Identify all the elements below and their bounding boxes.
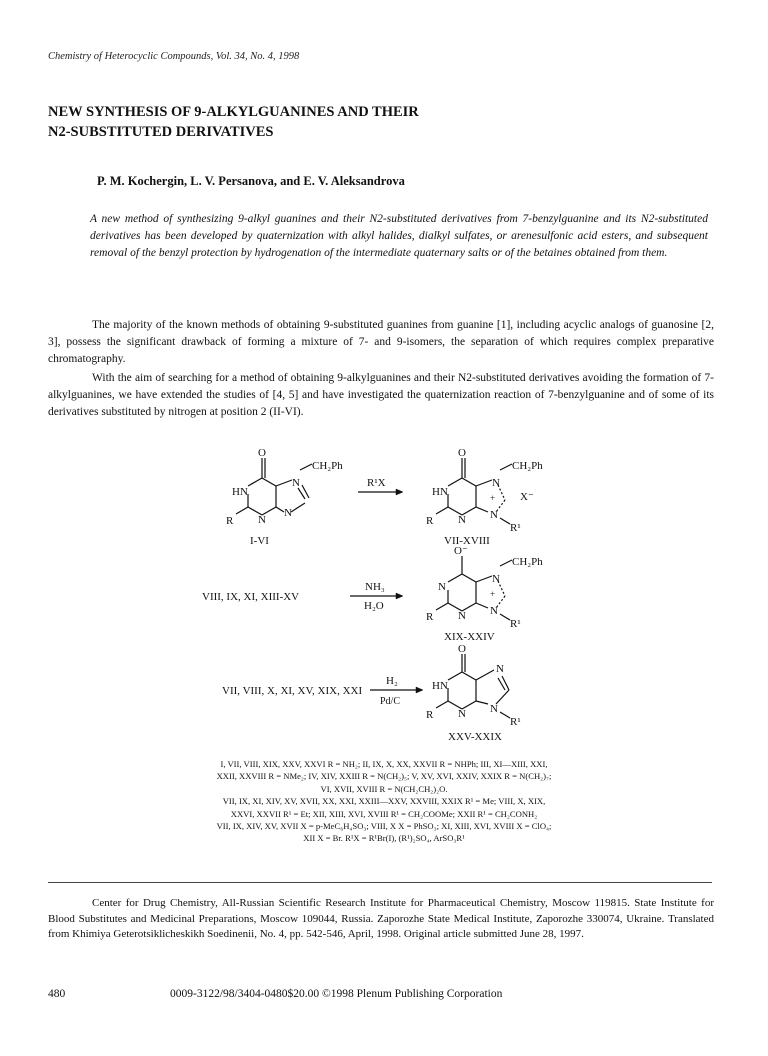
legend-line: VII, IX, XI, XIV, XV, XVII, XX, XXI, XXIII—XXV, XXVIII, XXIX R¹ = Me; VIII, X, XIX, <box>222 796 546 807</box>
label-start: I-VI <box>250 535 269 547</box>
atom-n7-betaine: N <box>492 573 500 585</box>
atom-n1-betaine: N <box>438 581 446 593</box>
atom-o-start: O <box>258 447 266 459</box>
atom-n3-betaine: N <box>458 610 466 622</box>
body-paragraph-1: The majority of the known methods of obtaining 9-substituted guanines from guanine [1], including acyclic analogs of guanosine [2, 3], possess the significant drawback of forming a mixture of 7- and 9-isomers, the separation of which requires complex preparative chromatography. <box>48 319 714 365</box>
reagent-h2o: H₂O <box>364 600 384 612</box>
atom-r1-product: R¹ <box>510 716 521 728</box>
label-betaine: XIX-XXIV <box>444 631 495 643</box>
atom-ch2ph-betaine: CH₂Ph <box>512 556 543 568</box>
atom-r1-salt: R¹ <box>510 522 521 534</box>
atom-r-betaine: R <box>426 611 434 623</box>
atom-n7-salt: N <box>492 477 500 489</box>
atom-n7-product: N <box>496 663 504 675</box>
reagent-nh3: NH₃ <box>365 581 385 593</box>
atom-r-start: R <box>226 515 234 527</box>
title-line-1: NEW SYNTHESIS OF 9-ALKYLGUANINES AND THEIR <box>48 104 419 120</box>
atom-n9-start: N <box>284 507 292 519</box>
legend-line: VI, XVII, XVIII R = N(CH₂CH₂)₂O. <box>320 783 448 794</box>
atom-n9-betaine: N <box>490 605 498 617</box>
legend-line: VII, IX, XIV, XV, XVII X = p-MeC₆H₄SO₃; VIII, X X = PhSO₃; XI, XIII, XVI, XVIII X = ClO₄; <box>216 821 552 832</box>
row3-starting-set: VII, VIII, X, XI, XV, XIX, XXI <box>222 685 363 697</box>
legend-line: XII X = Br. R¹X = R¹Br(I), (R¹)₂SO₄, ArSO₃R¹ <box>303 833 465 844</box>
atom-ch2ph-start: CH₂Ph <box>312 460 343 472</box>
label-product: XXV-XXIX <box>448 731 502 743</box>
counterion: X⁻ <box>520 491 534 503</box>
article-title <box>48 102 708 142</box>
atom-o-product: O <box>458 643 466 655</box>
charge-plus-betaine: + <box>490 589 496 599</box>
atom-ch2ph-salt: CH₂Ph <box>512 460 543 472</box>
legend-line: XXVI, XXVII R¹ = Et; XII, XIII, XVI, XVIII R¹ = CH₂COOMe; XXII R¹ = CH₂CONH₂ <box>230 808 538 819</box>
journal-header: Chemistry of Heterocyclic Compounds, Vol. 34, No. 4, 1998 <box>48 51 300 62</box>
structure-betaine <box>436 556 512 620</box>
atom-n3-product: N <box>458 708 466 720</box>
atom-hn-product: HN <box>432 680 448 692</box>
atom-hn-start: HN <box>232 486 248 498</box>
footnote-divider <box>48 882 712 883</box>
atom-n9-product: N <box>490 703 498 715</box>
copyright-line: 0009-3122/98/3404-0480$20.00 ©1998 Plenum Publishing Corporation <box>170 988 503 1000</box>
reagent-pdc: Pd/C <box>380 696 401 707</box>
atom-o-minus-betaine: O⁻ <box>454 545 468 557</box>
atom-r1-betaine: R¹ <box>510 618 521 630</box>
page-number: 480 <box>48 988 66 1000</box>
affiliation-footnote: Center for Drug Chemistry, All-Russian Scientific Research Institute for Pharmaceutical Chemistry, Moscow 119815. State Institute for Blood Substitutes and Medicinal Preparations, Moscow 109044, Russia. Zaporozhe State Medical Institute, Zaporozhe 330074, Ukraine. Translated from Khimiya Geterotsiklicheskikh Soedinenii, No. 4, pp. 542-546, April, 1998. Original article submitted June 28, 1997. <box>48 897 714 940</box>
atom-n7-start: N <box>292 477 300 489</box>
legend-line: I, VII, VIII, XIX, XXV, XXVI R = NH₂; II, IX, X, XX, XXVII R = NHPh; III, XI—XIII, XXI, <box>220 759 548 769</box>
row2-starting-set: VIII, IX, XI, XIII-XV <box>202 591 300 603</box>
charge-plus-salt: + <box>490 493 496 503</box>
atom-r-product: R <box>426 709 434 721</box>
atom-n3-start: N <box>258 514 266 526</box>
abstract: A new method of synthesizing 9-alkyl guanines and their N2-substituted derivatives from 7-benzylguanine and its N2-substituted derivatives has been developed by quaternization with alkyl halides, dialkyl sulfates, or arenesulfonic acid esters, and subsequent removal of the benzyl protection by hydrogenation of the intermediate quaternary salts or of the betaines obtained from them. <box>90 213 708 259</box>
reaction-scheme <box>0 428 768 758</box>
atom-o-salt: O <box>458 447 466 459</box>
authors: P. M. Kochergin, L. V. Persanova, and E. V. Aleksandrova <box>97 174 405 188</box>
atom-n9-salt: N <box>490 509 498 521</box>
title-line-2: N2-SUBSTITUTED DERIVATIVES <box>48 124 274 140</box>
label-salt: VII-XVIII <box>444 535 490 547</box>
reagent-h2: H₂ <box>386 675 398 687</box>
atom-hn-salt: HN <box>432 486 448 498</box>
atom-n3-salt: N <box>458 514 466 526</box>
atom-r-salt: R <box>426 515 434 527</box>
reagent-r1x: R¹X <box>367 477 386 489</box>
body-paragraph-2: With the aim of searching for a method of obtaining 9-alkylguanines and their N2-substituted derivatives avoiding the formation of 7-alkylguanines, we have extended the studies of [4, 5] and have investigated the quaternization reaction of 7-benzylguanine and of some of its derivatives substituted by nitrogen at position 2 (II-VI). <box>48 372 714 418</box>
legend-line: XXII, XXVIII R = NMe₂; IV, XIV, XXIII R = N(CH₂)₅; V, XV, XVI, XXIV, XXIX R = N(CH₂)₇; <box>216 771 552 782</box>
scheme-legend <box>150 758 618 845</box>
